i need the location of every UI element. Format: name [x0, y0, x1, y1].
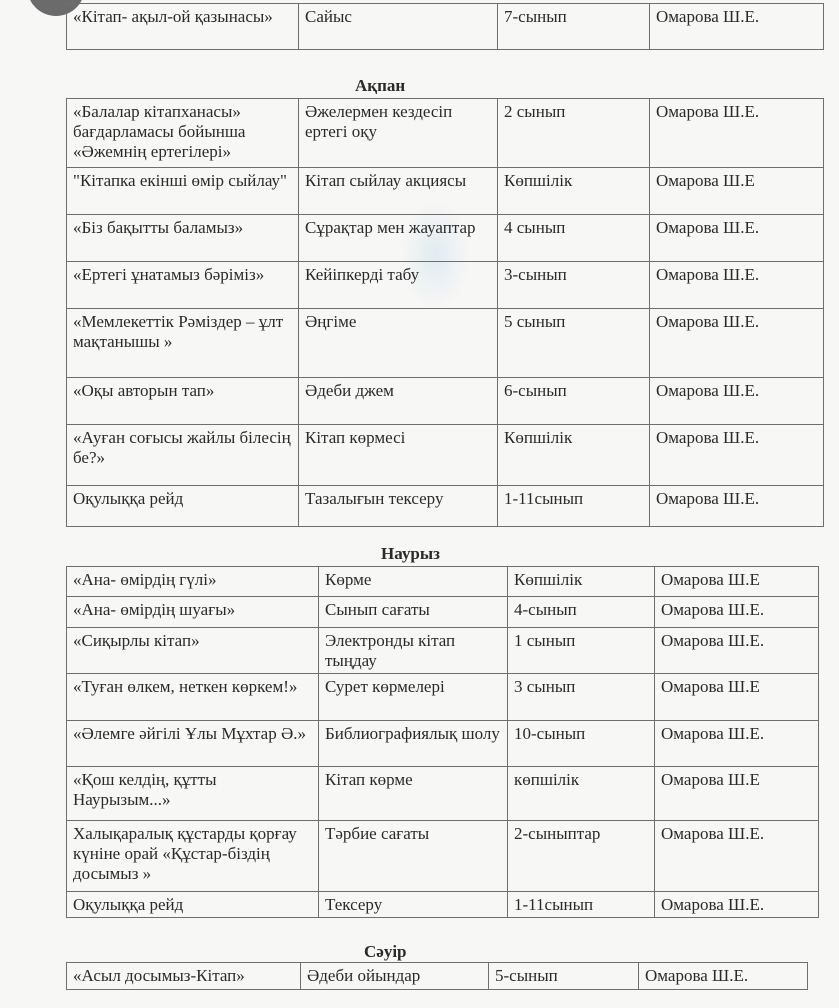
event-title-cell: «Оқы авторын тап» [67, 378, 299, 425]
event-form-cell: Сайыс [299, 4, 498, 50]
table-row [67, 215, 824, 262]
responsible-cell: Омарова Ш.Е. [655, 597, 819, 628]
event-form-cell: Әдеби ойындар [301, 963, 489, 990]
event-form-cell: Көрме [319, 567, 508, 597]
table-row [67, 963, 808, 990]
event-form-cell: Тәрбие сағаты [319, 821, 508, 892]
responsible-cell: Омарова Ш.Е [655, 767, 819, 821]
event-title-cell: «Ана- өмірдің шуағы» [67, 597, 319, 628]
event-title-cell: «Асыл досымыз-Кітап» [67, 963, 301, 990]
audience-cell: 1 сынып [508, 628, 655, 674]
table-row [67, 892, 819, 918]
event-form-cell: Тексеру [319, 892, 508, 918]
table-row [67, 309, 824, 378]
responsible-cell: Омарова Ш.Е. [655, 628, 819, 674]
table-row [67, 262, 824, 309]
event-form-cell: Әдеби джем [299, 378, 498, 425]
audience-cell: Көпшілік [498, 168, 650, 215]
audience-cell: 1-11сынып [508, 892, 655, 918]
table-row [67, 597, 819, 628]
event-table-nauryz [66, 566, 819, 918]
audience-cell: 4-сынып [508, 597, 655, 628]
event-title-cell: «Қош келдің, құтты Наурызым...» [67, 767, 319, 821]
audience-cell: 3 сынып [508, 674, 655, 721]
audience-cell: 5-сынып [489, 963, 639, 990]
event-form-cell: Тазалығын тексеру [299, 486, 498, 527]
event-form-cell: Кітап көрме [319, 767, 508, 821]
table-row [67, 628, 819, 674]
responsible-cell: Омарова Ш.Е [655, 674, 819, 721]
audience-cell: 5 сынып [498, 309, 650, 378]
responsible-cell: Омарова Ш.Е. [650, 425, 824, 486]
responsible-cell: Омарова Ш.Е. [650, 378, 824, 425]
audience-cell: 7-сынып [498, 4, 650, 50]
event-title-cell: Оқулыққа рейд [67, 892, 319, 918]
audience-cell: 1-11сынып [498, 486, 650, 527]
event-title-cell: «Ана- өмірдің гүлі» [67, 567, 319, 597]
month-heading-nauryz: Наурыз [381, 544, 440, 563]
audience-cell: көпшілік [508, 767, 655, 821]
audience-cell: Көпшілік [508, 567, 655, 597]
responsible-cell: Омарова Ш.Е. [655, 892, 819, 918]
responsible-cell: Омарова Ш.Е. [655, 721, 819, 767]
event-table-akpan [66, 98, 824, 527]
table-row [67, 486, 824, 527]
table-row [67, 4, 824, 50]
responsible-cell: Омарова Ш.Е. [650, 215, 824, 262]
event-title-cell: «Сиқырлы кітап» [67, 628, 319, 674]
event-title-cell: «Туған өлкем, неткен көркем!» [67, 674, 319, 721]
event-title-cell: «Кітап- ақыл-ой қазынасы» [67, 4, 299, 50]
table-row [67, 821, 819, 892]
table-row [67, 721, 819, 767]
responsible-cell: Омарова Ш.Е [650, 168, 824, 215]
event-table-sauir [66, 962, 808, 990]
event-form-cell: Кітап сыйлау акциясы [299, 168, 498, 215]
event-form-cell: Әңгіме [299, 309, 498, 378]
table-row [67, 567, 819, 597]
event-title-cell: Халықаралық құстарды қорғау күніне орай «Құстар-біздің досымыз » [67, 821, 319, 892]
event-form-cell: Әжелермен кездесіп ертегі оқу [299, 99, 498, 168]
audience-cell: 3-сынып [498, 262, 650, 309]
event-title-cell: «Балалар кітапханасы» бағдарламасы бойынша «Әжемнің ертегілері» [67, 99, 299, 168]
table-row [67, 425, 824, 486]
responsible-cell: Омарова Ш.Е. [655, 821, 819, 892]
event-form-cell: Электронды кітап тыңдау [319, 628, 508, 674]
event-form-cell: Сурет көрмелері [319, 674, 508, 721]
table-row [67, 168, 824, 215]
table-row [67, 378, 824, 425]
event-title-cell: Оқулыққа рейд [67, 486, 299, 527]
audience-cell: 2-сыныптар [508, 821, 655, 892]
event-form-cell: Библиографиялық шолу [319, 721, 508, 767]
audience-cell: 10-сынып [508, 721, 655, 767]
responsible-cell: Омарова Ш.Е. [650, 99, 824, 168]
responsible-cell: Омарова Ш.Е. [650, 486, 824, 527]
table-row [67, 674, 819, 721]
event-title-cell: «Мемлекеттік Рәміздер – ұлт мақтанышы » [67, 309, 299, 378]
event-form-cell: Кітап көрмесі [299, 425, 498, 486]
audience-cell: 6-сынып [498, 378, 650, 425]
audience-cell: 2 сынып [498, 99, 650, 168]
table-row [67, 99, 824, 168]
event-title-cell: «Ауған соғысы жайлы білесің бе?» [67, 425, 299, 486]
event-title-cell: «Әлемге әйгілі Ұлы Мұхтар Ә.» [67, 721, 319, 767]
event-title-cell: «Біз бақытты баламыз» [67, 215, 299, 262]
event-form-cell: Сұрақтар мен жауаптар [299, 215, 498, 262]
month-heading-sauir: Сәуір [364, 942, 407, 961]
responsible-cell: Омарова Ш.Е. [650, 4, 824, 50]
responsible-cell: Омарова Ш.Е. [639, 963, 808, 990]
audience-cell: 4 сынып [498, 215, 650, 262]
event-title-cell: "Кітапка екінші өмір сыйлау" [67, 168, 299, 215]
event-form-cell: Кейіпкерді табу [299, 262, 498, 309]
responsible-cell: Омарова Ш.Е [655, 567, 819, 597]
responsible-cell: Омарова Ш.Е. [650, 309, 824, 378]
month-heading-akpan: Ақпан [355, 76, 406, 95]
event-title-cell: «Ертегі ұнатамыз бәріміз» [67, 262, 299, 309]
event-form-cell: Сынып сағаты [319, 597, 508, 628]
responsible-cell: Омарова Ш.Е. [650, 262, 824, 309]
table-row [67, 767, 819, 821]
audience-cell: Көпшілік [498, 425, 650, 486]
event-table-january-tail [66, 3, 824, 50]
